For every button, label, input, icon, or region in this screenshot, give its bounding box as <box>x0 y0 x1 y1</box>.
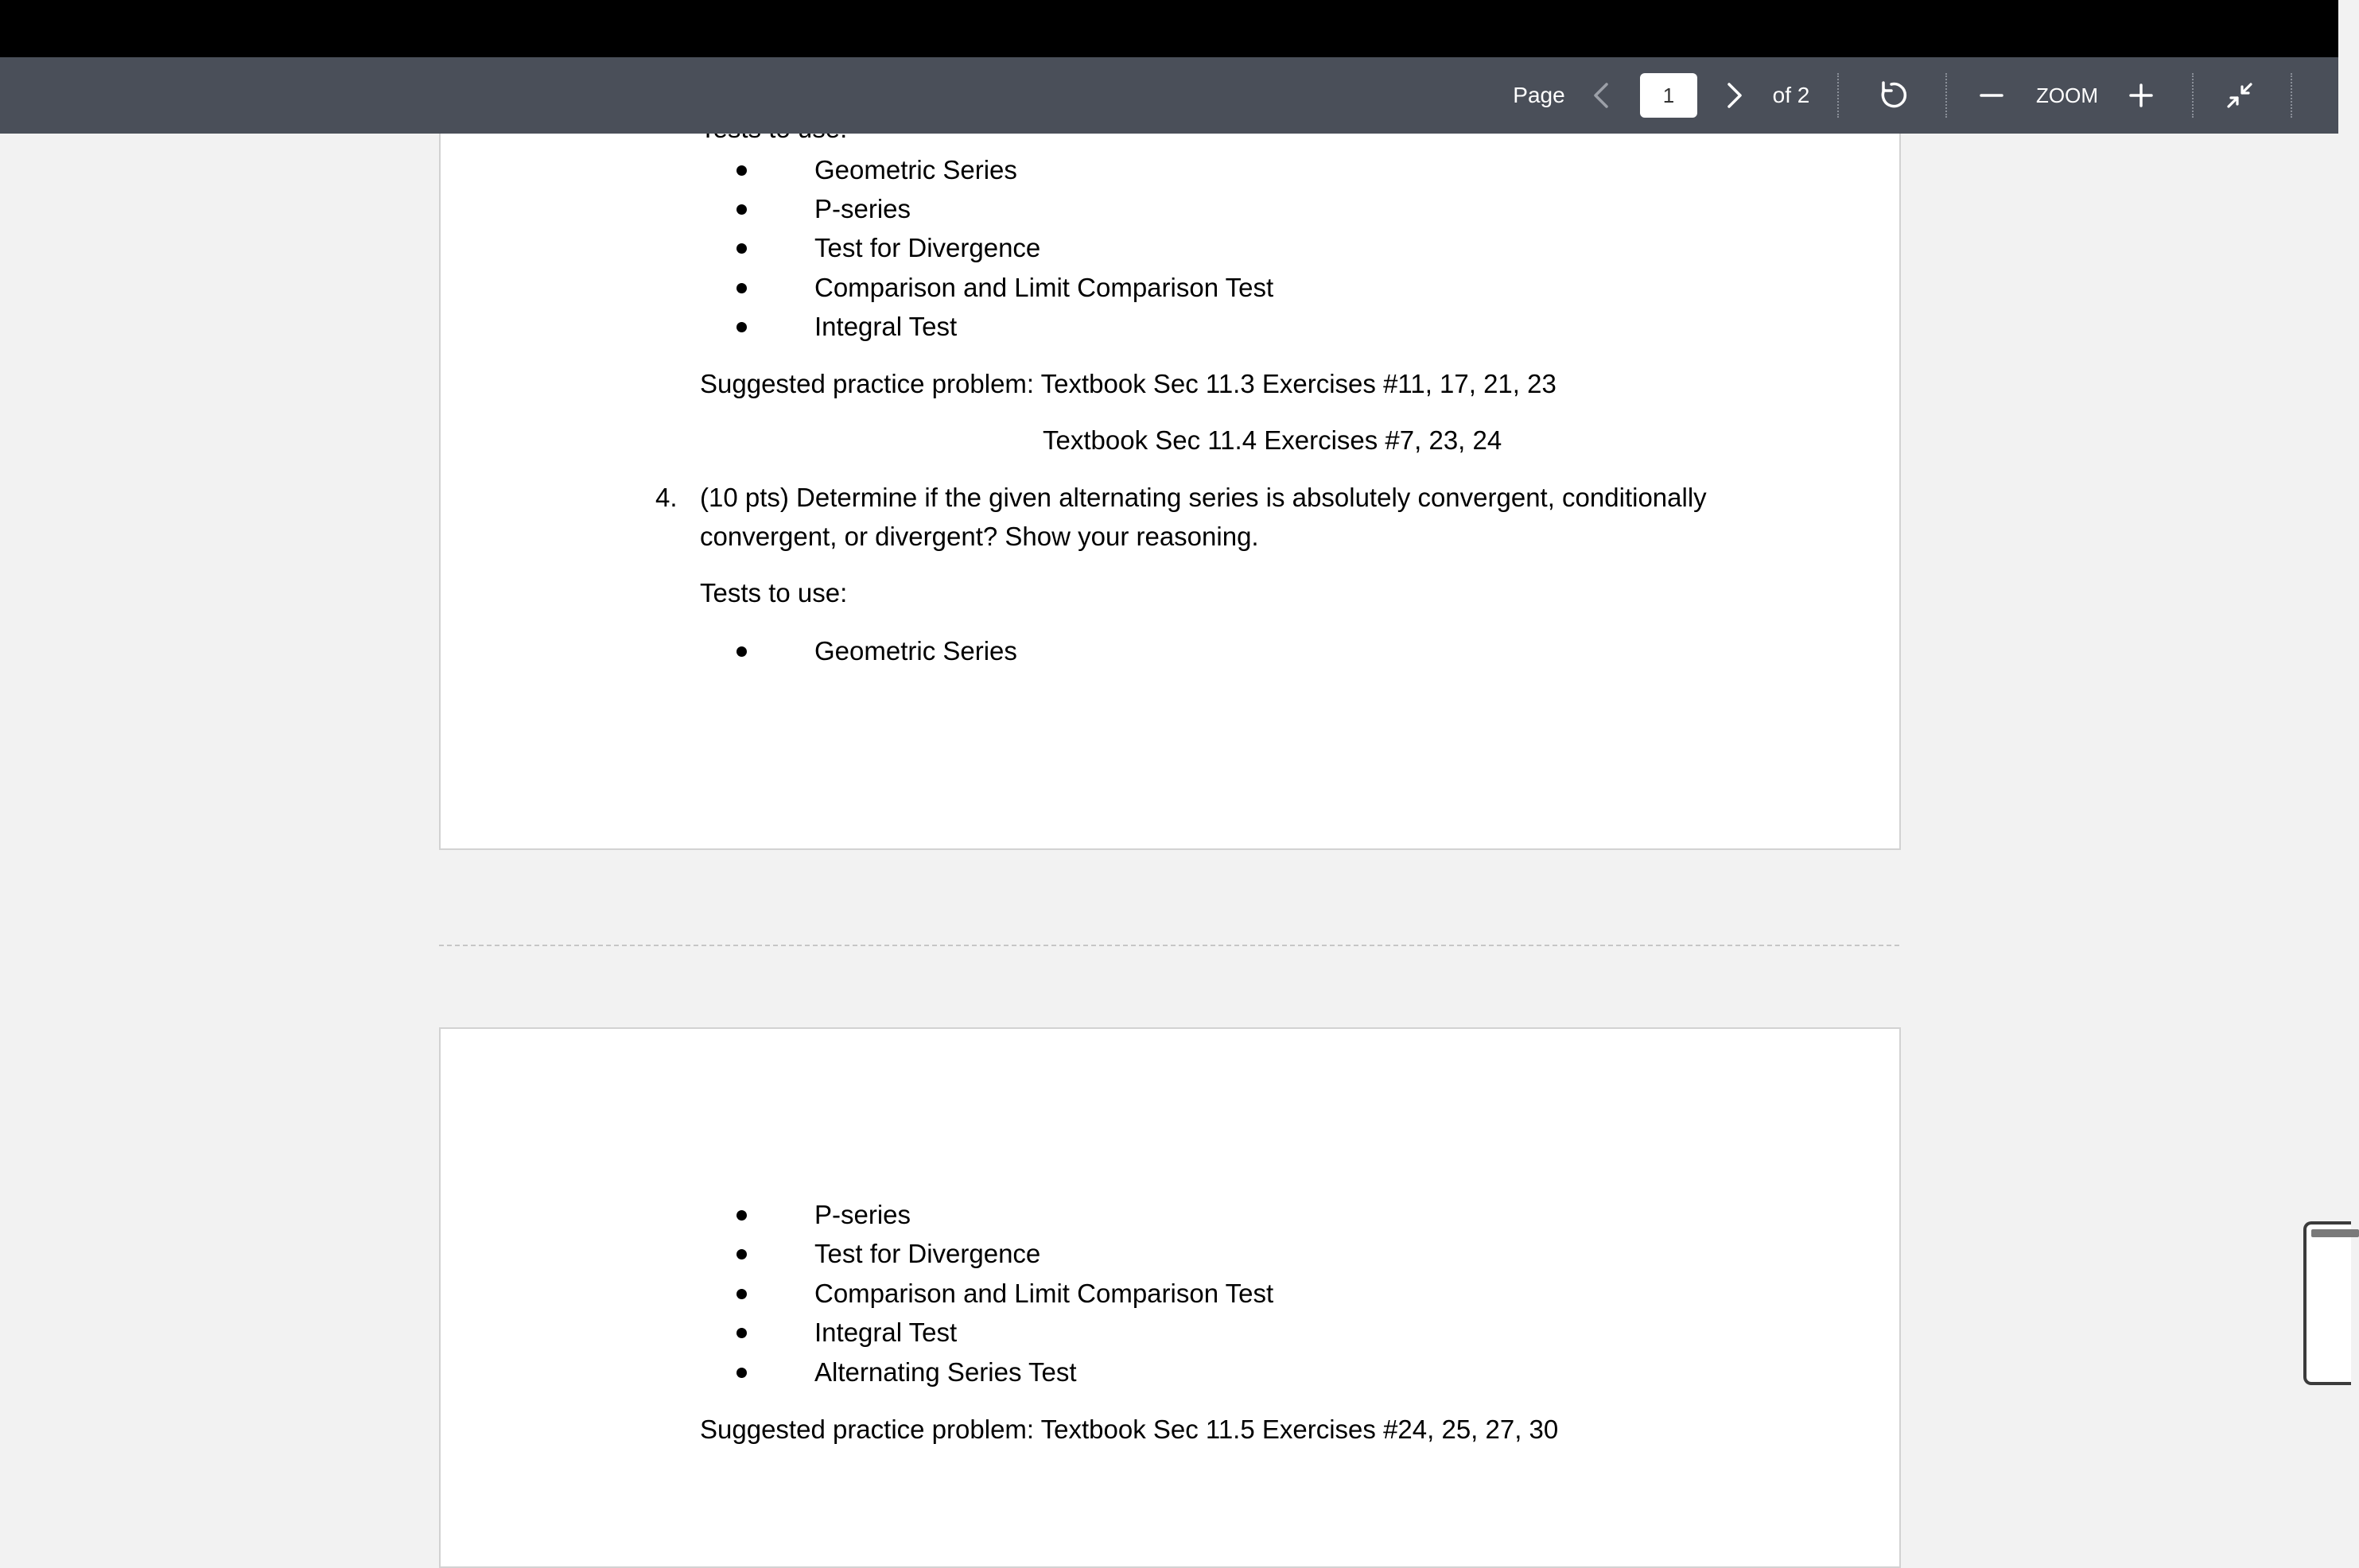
rotate-icon[interactable] <box>1874 76 1912 114</box>
list-item <box>735 1238 1041 1270</box>
list-item-text: Test for Divergence <box>814 233 1041 262</box>
bullet-icon <box>736 646 747 657</box>
practice-problem-line: Suggested practice problem: Textbook Sec 11.5 Exercises #24, 25, 27, 30 <box>700 1415 1559 1444</box>
toolbar-separator <box>2291 73 2292 118</box>
zoom-label: ZOOM <box>2036 83 2098 107</box>
list-item <box>735 635 1017 667</box>
list-item <box>735 1317 958 1349</box>
bullet-icon <box>736 322 747 332</box>
list-item-text: Integral Test <box>814 1318 958 1347</box>
document-page-1 <box>439 118 1901 850</box>
bullet-icon <box>736 1289 747 1299</box>
minus-icon[interactable] <box>1972 76 2011 114</box>
question-text: convergent, or divergent? Show your reasoning. <box>700 522 1259 551</box>
chevron-right-icon[interactable] <box>1715 76 1753 114</box>
list-item-text: Comparison and Limit Comparison Test <box>814 1279 1274 1308</box>
list-item <box>735 1278 1274 1310</box>
page-label: Page <box>1513 83 1565 107</box>
list-item-text: P-series <box>814 1200 911 1229</box>
document-page-2 <box>439 1027 1901 1568</box>
collapse-arrows-icon[interactable] <box>2221 76 2259 114</box>
list-item-text: Comparison and Limit Comparison Test <box>814 273 1274 302</box>
toolbar-separator <box>2192 73 2194 118</box>
list-item-text: Integral Test <box>814 312 958 341</box>
list-item <box>735 311 958 343</box>
bullet-icon <box>736 204 747 215</box>
list-item-text: Geometric Series <box>814 636 1017 666</box>
practice-problem-line: Textbook Sec 11.4 Exercises #7, 23, 24 <box>1043 425 1502 455</box>
question-number: 4. <box>655 483 678 512</box>
bullet-icon <box>736 1210 747 1221</box>
list-item-text: Geometric Series <box>814 155 1017 184</box>
page-divider <box>439 945 1899 946</box>
toolbar-separator <box>1945 73 1947 118</box>
list-item <box>735 154 1017 186</box>
question-text: (10 pts) Determine if the given alternating series is absolutely convergent, conditionally <box>700 483 1707 512</box>
bullet-icon <box>736 1249 747 1259</box>
list-item <box>735 232 1041 264</box>
tests-heading: Tests to use: <box>700 578 848 607</box>
list-item <box>735 193 911 225</box>
side-panel-tab[interactable] <box>2303 1221 2351 1385</box>
toolbar-separator <box>1837 73 1839 118</box>
list-item <box>735 272 1274 304</box>
bullet-icon <box>736 243 747 254</box>
window-top-bar <box>0 0 2338 57</box>
bullet-icon <box>736 165 747 176</box>
list-item-text: P-series <box>814 194 911 223</box>
page-number-input[interactable] <box>1640 73 1697 118</box>
document-viewer[interactable] <box>0 134 2338 1520</box>
list-item-text: Test for Divergence <box>814 1239 1041 1268</box>
list-item <box>735 1356 1077 1388</box>
list-item-text: Alternating Series Test <box>814 1357 1077 1387</box>
pdf-toolbar <box>0 57 2338 134</box>
total-pages-label: of 2 <box>1772 83 1810 107</box>
side-panel-tab-bar <box>2311 1229 2359 1237</box>
bullet-icon <box>736 1368 747 1378</box>
practice-problem-line: Suggested practice problem: Textbook Sec 11.3 Exercises #11, 17, 21, 23 <box>700 369 1556 398</box>
list-item <box>735 1199 911 1231</box>
bullet-icon <box>736 1328 747 1338</box>
chevron-left-icon[interactable] <box>1583 76 1621 114</box>
bullet-icon <box>736 283 747 293</box>
plus-icon[interactable] <box>2122 76 2160 114</box>
